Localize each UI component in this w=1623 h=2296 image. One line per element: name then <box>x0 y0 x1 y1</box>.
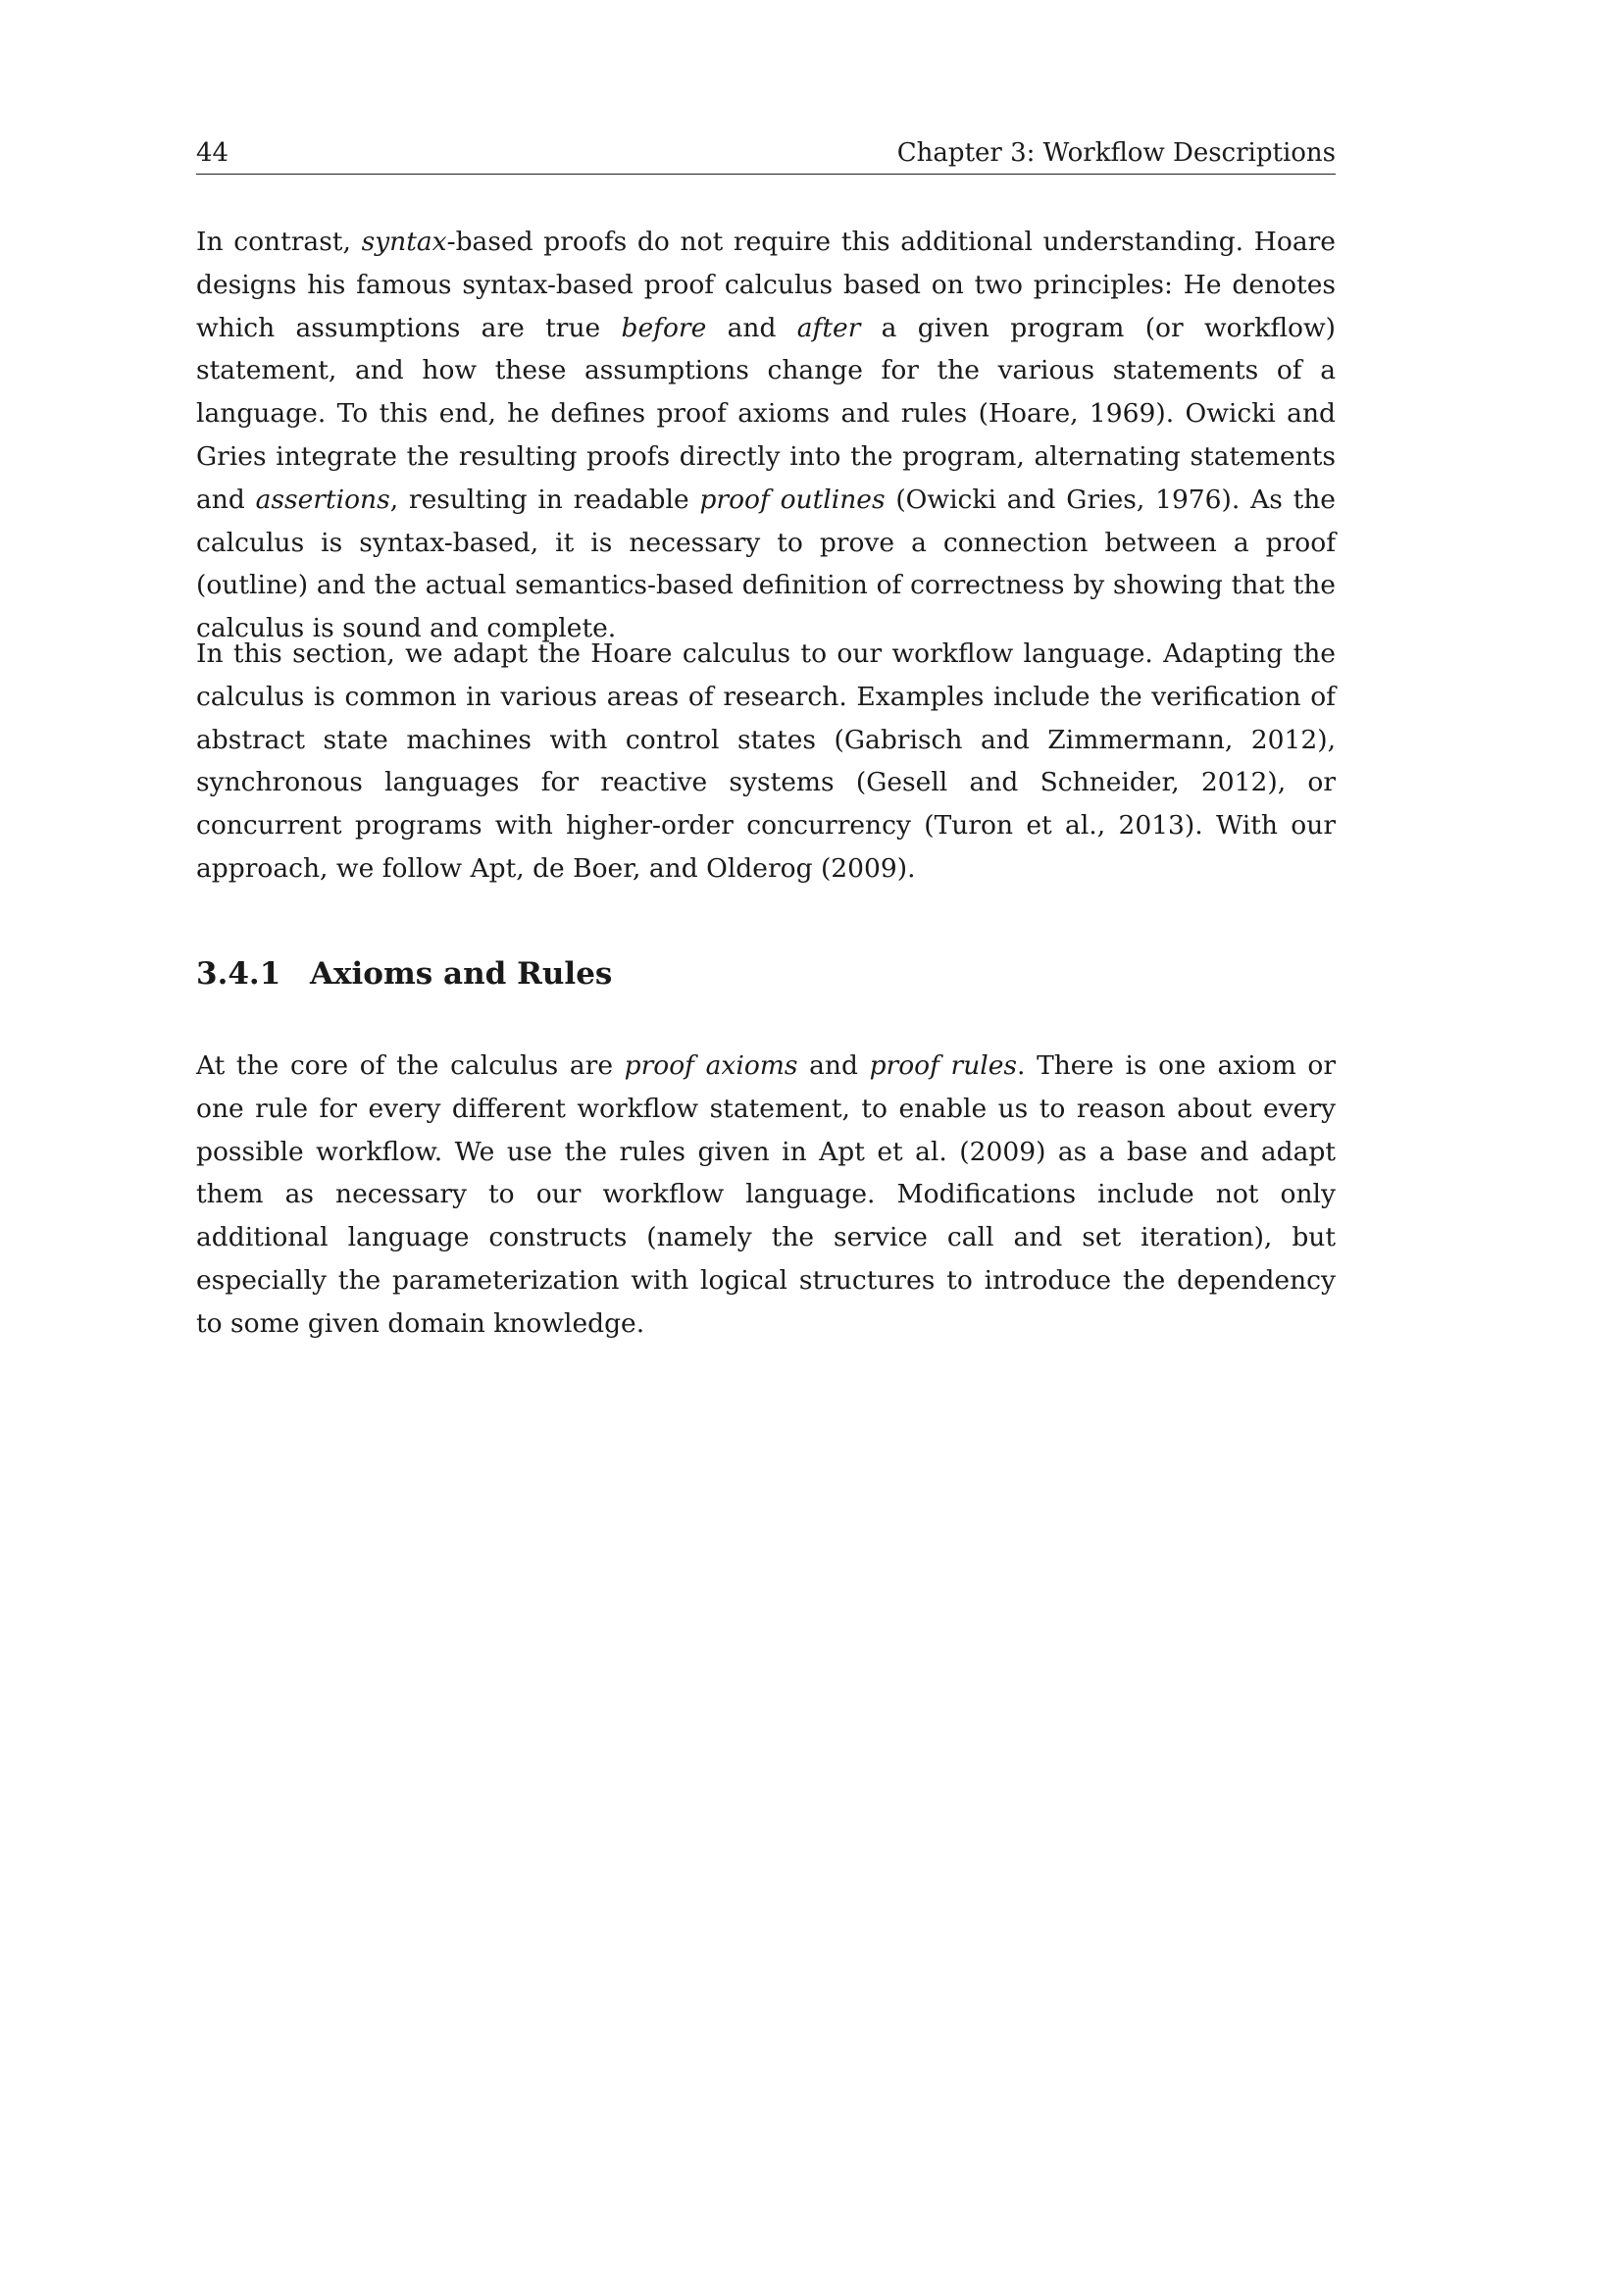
emphasis-proof-rules: proof rules <box>869 1050 1018 1081</box>
paragraph-text: At the core of the calculus are proof axioms and proof rules. There is one axiom or one rule for every different workflow statement, to enable us to reason about every possible workflow. We use the rules given in Apt et al. (2009) as a base and adapt them as necessary to our workflow language. Modifications include not only additional language constructs (namely the service call and set iteration), but especially the parameterization with logical structures to introduce the dependency to some given domain knowledge. <box>196 1050 1336 1339</box>
section-number: 3.4.1 <box>196 956 281 992</box>
emphasis-syntax: syntax <box>361 227 447 257</box>
paragraph-text: In this section, we adapt the Hoare calculus to our workflow language. Adapting the calculus is common in various areas of research. Examples include the verification of abstract state machines with control states (Gabrisch and Zimmermann, 2012), synchronous languages for reactive systems (Gesell and Schneider, 2012), or concurrent programs with higher-order concurrency (Turon et al., 2013). With our approach, we follow Apt, de Boer, and Olderog (2009). <box>196 638 1336 884</box>
paragraph-adapting-hoare-calculus <box>196 633 1336 891</box>
emphasis-assertions: assertions <box>255 484 390 515</box>
page-number: 44 <box>196 138 229 168</box>
paragraph-text: In contrast, syntax-based proofs do not require this additional understanding. Hoare designs his famous syntax-based proof calculus based on two principles: He denotes which assumptions are true before and after a given program (or workflow) statement, and how these assumptions change for the various statements of a language. To this end, he defines proof axioms and rules (Hoare, 1969). Owicki and Gries integrate the resulting proofs directly into the program, alternating statements and assertions, resulting in readable proof outlines (Owicki and Gries, 1976). As the calculus is syntax-based, it is necessary to prove a connection between a proof (outline) and the actual semantics-based definition of correctness by showing that the calculus is sound and complete. <box>196 227 1337 644</box>
paragraph-syntax-based-proofs <box>196 221 1336 650</box>
chapter-title: Chapter 3: Workflow Descriptions <box>896 138 1336 168</box>
section-heading <box>196 951 612 996</box>
emphasis-after: after <box>796 312 861 343</box>
emphasis-proof-axioms: proof axioms <box>624 1050 798 1081</box>
running-header <box>196 132 1336 175</box>
document-page <box>196 0 1336 2296</box>
paragraph-axioms-and-rules <box>196 1045 1336 1346</box>
emphasis-proof-outlines: proof outlines <box>699 484 886 515</box>
emphasis-before: before <box>621 312 707 343</box>
section-title: Axioms and Rules <box>310 956 613 992</box>
